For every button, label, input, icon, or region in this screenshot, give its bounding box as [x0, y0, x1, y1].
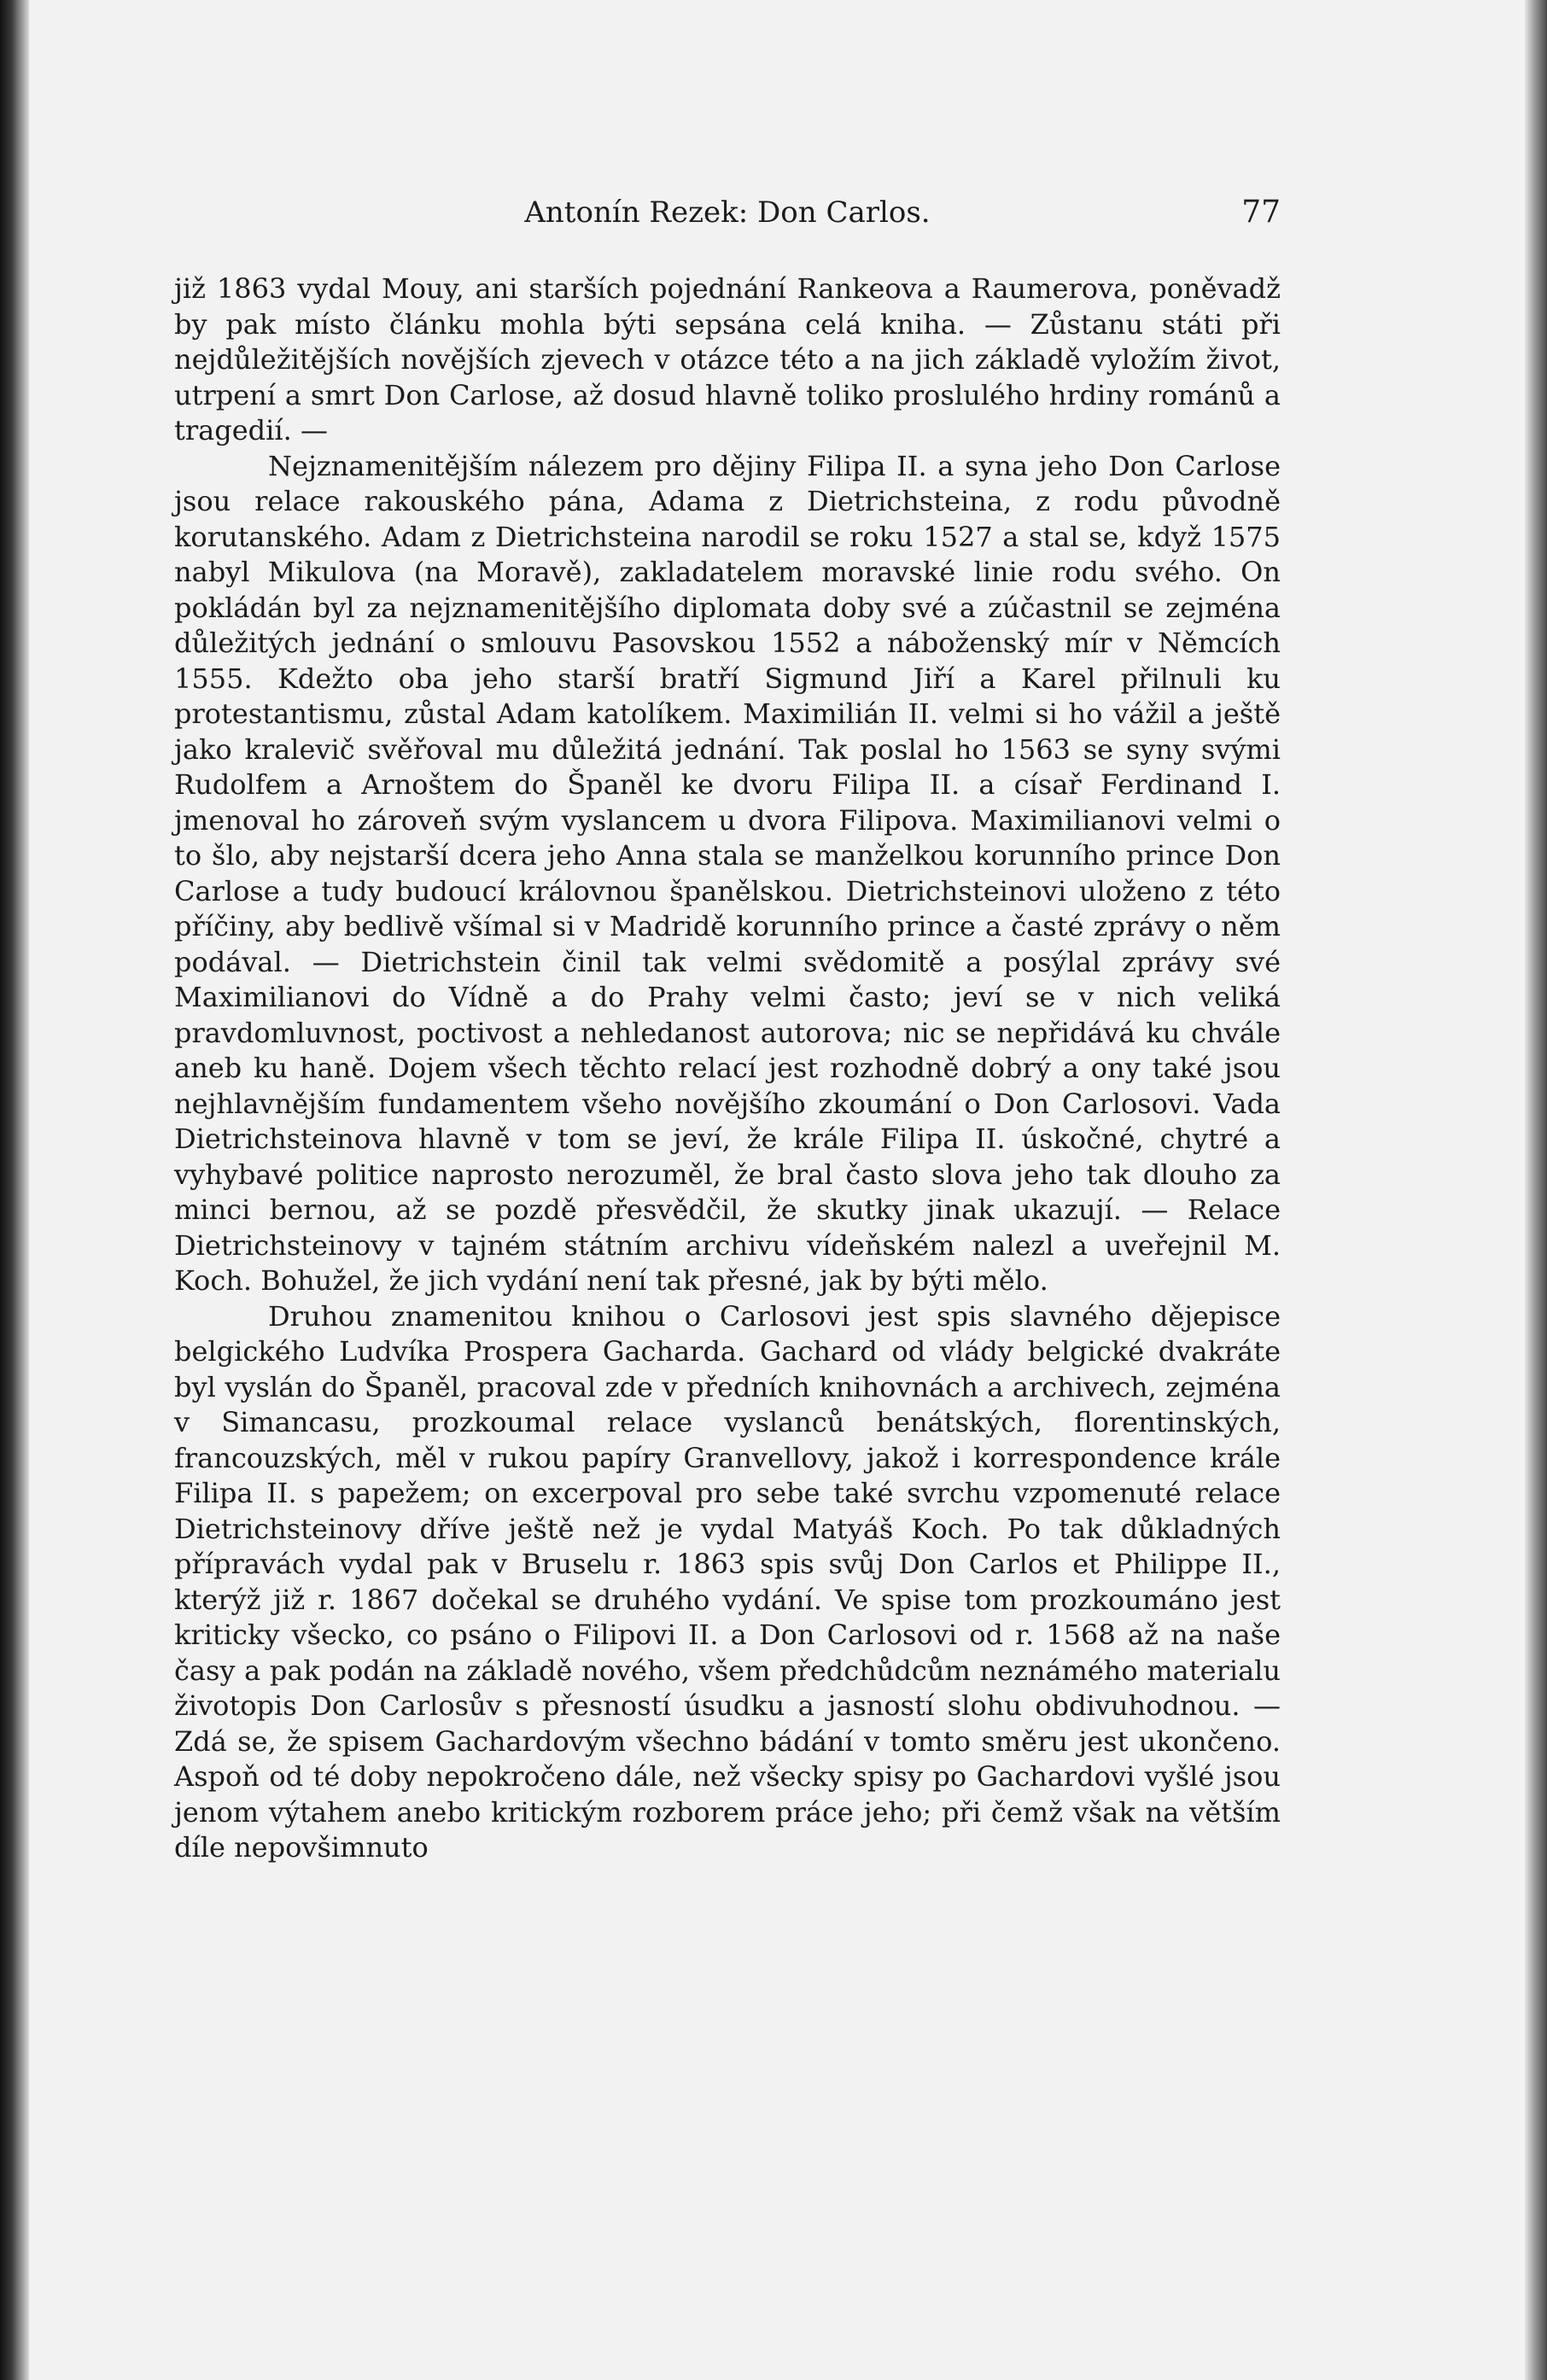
- body-text: [174, 271, 1281, 1866]
- page-edge-shadow: [1525, 0, 1547, 2380]
- book-gutter-shadow: [0, 0, 29, 2380]
- page-number: 77: [1241, 195, 1281, 230]
- book-page: [29, 0, 1525, 2380]
- running-title: Antonín Rezek: Don Carlos.: [524, 195, 931, 230]
- running-head: [174, 191, 1281, 234]
- paragraph-intro: již 1863 vydal Mouy, ani starších pojednání Rankeova a Raumerova, poněvadž by pak místo článku mohla býti sepsána celá kniha. — Zůstanu státi při nejdůležitějších novějších zjevech v otázce této a na jich základě vyložím život, utrpení a smrt Don Carlose, až dosud hlavně toliko proslulého hrdiny románů a tragedií. —: [174, 272, 1281, 446]
- paragraph-dietrichstein: Nejznamenitějším nálezem pro dějiny Filipa II. a syna jeho Don Carlose jsou relace rakouského pána, Adama z Dietrichsteina, z rodu původně korutanského. Adam z Dietrichsteina narodil se roku 1527 a stal se, když 1575 nabyl Mikulova (na Moravě), zakladatelem moravské linie rodu svého. On pokládán byl za nejznamenitějšího diplomata doby své a zúčastnil se zejména důležitých jednání o smlouvu Pasovskou 1552 a náboženský mír v Němcích 1555. Kdežto oba jeho starší bratří Sigmund Jiří a Karel přilnuli ku protestantismu, zůstal Adam katolíkem. Maximilián II. velmi si ho vážil a ještě jako kralevič svěřoval mu důležitá jednání. Tak poslal ho 1563 se syny svými Rudolfem a Arnoštem do Španěl ke dvoru Filipa II. a císař Ferdinand I. jmenoval ho zároveň svým vyslancem u dvora Filipova. Maximilianovi velmi o to šlo, aby nejstarší dcera jeho Anna stala se manželkou korunního prince Don Carlose a tudy budoucí královnou španělskou. Dietrichsteinovi uloženo z této příčiny, aby bedlivě všímal si v Madridě korunního prince a časté zprávy o něm podával. — Dietrichstein činil tak velmi svědomitě a posýlal zprávy své Maximilianovi do Vídně a do Prahy velmi často; jeví se v nich veliká pravdomluvnost, poctivost a nehledanost autorova; nic se nepřidává ku chvále aneb ku haně. Dojem všech těchto relací jest rozhodně dobrý a ony také jsou nejhlavnějším fundamentem všeho novějšího zkoumání o Don Carlosovi. Vada Dietrichsteinova hlavně v tom se jeví, že krále Filipa II. úskočné, chytré a vyhybavé politice naprosto nerozuměl, že bral často slova jeho tak dlouho za minci bernou, až se pozdě přesvědčil, že skutky jinak ukazují. — Relace Dietrichsteinovy v tajném státním archivu vídeňském nalezl a uveřejnil M. Koch. Bohužel, že jich vydání není tak přesné, jak by býti mělo.: [174, 449, 1281, 1297]
- paragraph-gachard: Druhou znamenitou knihou o Carlosovi jest spis slavného dějepisce belgického Ludvíka Prospera Gacharda. Gachard od vlády belgické dvakráte byl vyslán do Španěl, pracoval zde v předních knihovnách a archivech, zejména v Simancasu, prozkoumal relace vyslanců benátských, florentinských, francouzských, měl v rukou papíry Granvellovy, jakož i korrespondence krále Filipa II. s papežem; on excerpoval pro sebe také svrchu vzpomenuté relace Dietrichsteinovy dříve ještě než je vydal Matyáš Koch. Po tak důkladných přípravách vydal pak v Bruselu r. 1863 spis svůj Don Carlos et Philippe II., kterýž již r. 1867 dočekal se druhého vydání. Ve spise tom prozkoumáno jest kriticky všecko, co psáno o Filipovi II. a Don Carlosovi od r. 1568 až na naše časy a pak podán na základě nového, všem předchůdcům neznámého materialu životopis Don Carlosův s přesností úsudku a jasností slohu obdivuhodnou. — Zdá se, že spisem Gachardovým všechno bádání v tomto směru jest ukončeno. Aspoň od té doby nepokročeno dále, než všecky spisy po Gachardovi vyšlé jsou jenom výtahem anebo kritickým rozborem práce jeho; při čemž však na větším díle nepovšimnuto: [174, 1299, 1281, 1864]
